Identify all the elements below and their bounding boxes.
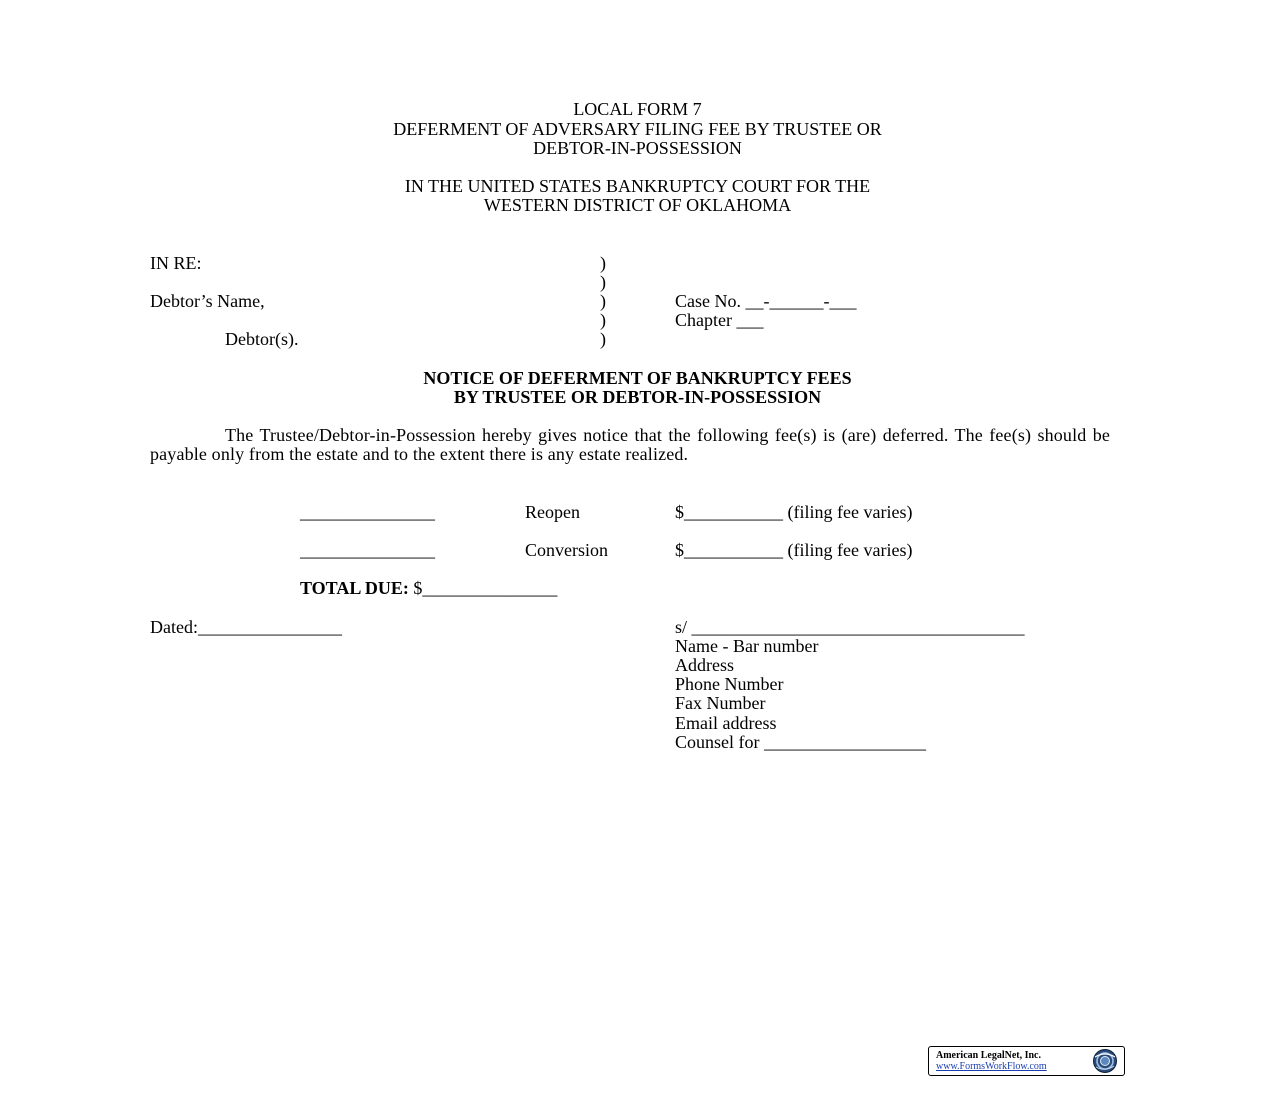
notice-title-line2: BY TRUSTEE OR DEBTOR-IN-POSSESSION <box>453 387 822 407</box>
chapter-field[interactable]: Chapter ___ <box>675 310 764 330</box>
total-due-amount[interactable]: $_______________ <box>413 578 558 598</box>
fee-reopen-amount[interactable]: $___________ (filing fee varies) <box>675 502 913 522</box>
court-name-line2: WESTERN DISTRICT OF OKLAHOMA <box>483 195 792 215</box>
notice-body: The Trustee/Debtor-in-Possession hereby gives notice that the following fee(s) is (are) deferred. The fee(s) should be payable only from the estate and to the extent there is any estate realized. <box>150 425 1110 464</box>
form-title-line2: DEBTOR-IN-POSSESSION <box>533 138 742 158</box>
caption-paren: ) <box>600 329 606 349</box>
total-due-row <box>300 579 557 598</box>
notice-title-line1: NOTICE OF DEFERMENT OF BANKRUPTCY FEES <box>423 368 852 388</box>
signer-address: Address <box>675 655 734 675</box>
court-name-line1: IN THE UNITED STATES BANKRUPTCY COURT FOR THE <box>404 176 871 196</box>
fee-conversion-blank[interactable]: _______________ <box>300 540 435 560</box>
counsel-for-field[interactable]: Counsel for __________________ <box>675 732 926 752</box>
debtors-label: Debtor(s). <box>225 329 299 349</box>
fee-conversion-amount[interactable]: $___________ (filing fee varies) <box>675 540 913 560</box>
caption-paren: ) <box>600 272 606 292</box>
fee-conversion-label: Conversion <box>525 540 608 560</box>
fee-reopen-blank[interactable]: _______________ <box>300 502 435 522</box>
signer-fax: Fax Number <box>675 693 766 713</box>
signature-line[interactable]: s/ _____________________________________ <box>675 617 1025 637</box>
signer-name-bar-number: Name - Bar number <box>675 636 819 656</box>
total-due-label: TOTAL DUE: <box>300 578 409 598</box>
caption-paren: ) <box>600 310 606 330</box>
globe-icon <box>1088 1048 1122 1074</box>
form-title-line1: DEFERMENT OF ADVERSARY FILING FEE BY TRUSTEE OR <box>393 119 882 139</box>
dated-field[interactable]: Dated:________________ <box>150 617 342 637</box>
debtor-name-label: Debtor’s Name, <box>150 291 265 311</box>
in-re-label: IN RE: <box>150 253 202 273</box>
caption-paren: ) <box>600 253 606 273</box>
case-number-field[interactable]: Case No. __-______-___ <box>675 291 857 311</box>
fee-reopen-label: Reopen <box>525 502 580 522</box>
logo-url-link[interactable]: www.FormsWorkFlow.com <box>936 1061 1047 1072</box>
signer-email: Email address <box>675 713 777 733</box>
form-number: LOCAL FORM 7 <box>573 99 702 119</box>
logo-company-name: American LegalNet, Inc. <box>936 1050 1041 1061</box>
caption-paren: ) <box>600 291 606 311</box>
american-legalnet-logo <box>928 1046 1125 1076</box>
signer-phone: Phone Number <box>675 674 784 694</box>
